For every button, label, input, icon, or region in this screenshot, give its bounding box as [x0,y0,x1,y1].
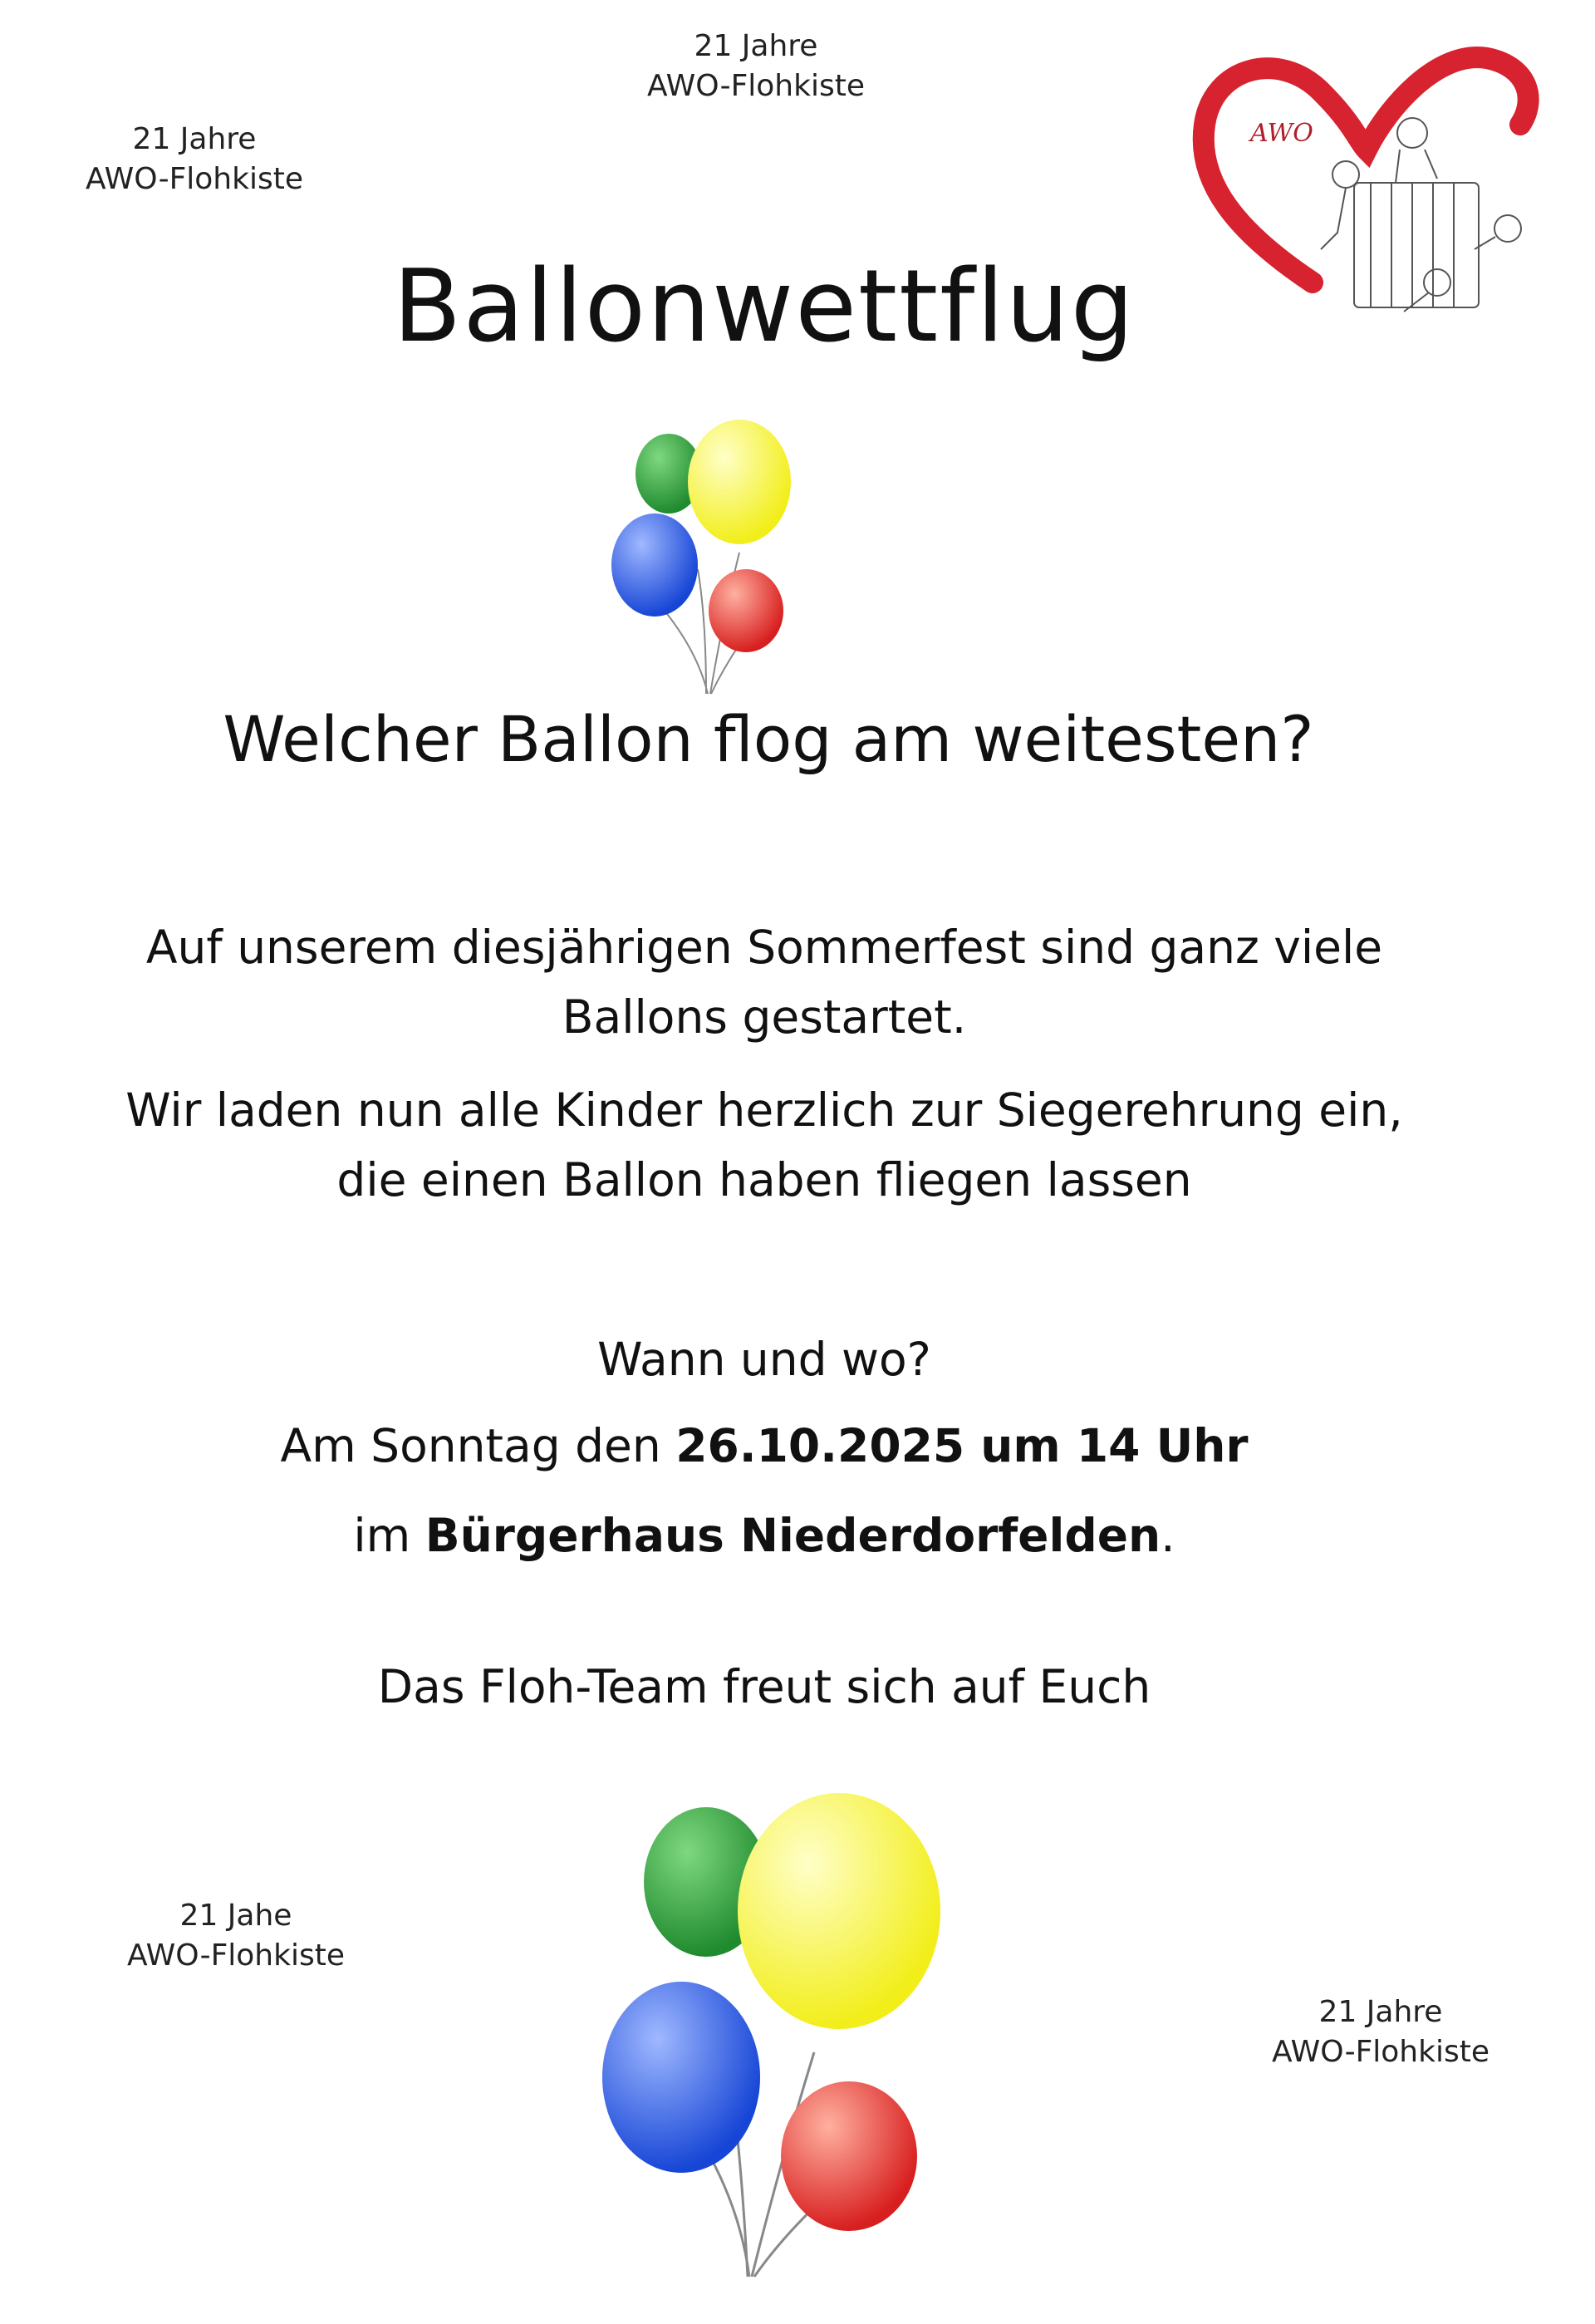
corner-label-bottom-left [70,1896,402,1976]
date-prefix: Am Sonntag den [280,1419,676,1472]
paragraph-line: Wir laden nun alle Kinder herzlich zur Siegerehrung ein, [125,1083,1403,1137]
balloon-cluster-small-icon [606,420,822,702]
corner-label-years: 21 Jahe [179,1899,292,1933]
paragraph-sommerfest [0,912,1529,1052]
corner-label-name: AWO-Flohkiste [85,162,303,196]
place-suffix: . [1161,1509,1175,1562]
corner-label-years: 21 Jahre [132,122,257,156]
closing-line: Das Floh-Team freut sich auf Euch [377,1660,1151,1713]
corner-label-name: AWO-Flohkiste [126,1938,345,1973]
paragraph-line: Auf unserem diesjährigen Sommerfest sind ganz viele [145,921,1383,974]
event-date [0,1419,1529,1472]
corner-label-name: AWO-Flohkiste [1271,2035,1489,2069]
paragraph-line: die einen Ballon haben fliegen lassen [336,1153,1192,1206]
place-value: Bürgerhaus Niederdorfelden [425,1509,1161,1562]
paragraph-invitation [0,1075,1529,1215]
page-title: Ballonwettflug [393,249,1136,365]
subtitle: Welcher Ballon flog am weitesten? [223,702,1314,776]
place-prefix: im [353,1509,425,1562]
when-heading: Wann und wo? [597,1333,931,1386]
corner-label-bottom-right [1215,1992,1547,2072]
corner-label-top-center [590,27,922,106]
logo-text: AWO [1250,119,1313,148]
corner-label-top-left [28,120,361,199]
paragraph-line: Ballons gestartet. [562,990,967,1044]
corner-label-years: 21 Jahre [1318,1995,1443,2029]
corner-label-years: 21 Jahre [694,29,818,63]
corner-label-name: AWO-Flohkiste [646,69,865,103]
date-value: 26.10.2025 um 14 Uhr [675,1419,1249,1472]
event-place [0,1509,1529,1562]
balloon-cluster-large-icon [598,1786,964,2285]
